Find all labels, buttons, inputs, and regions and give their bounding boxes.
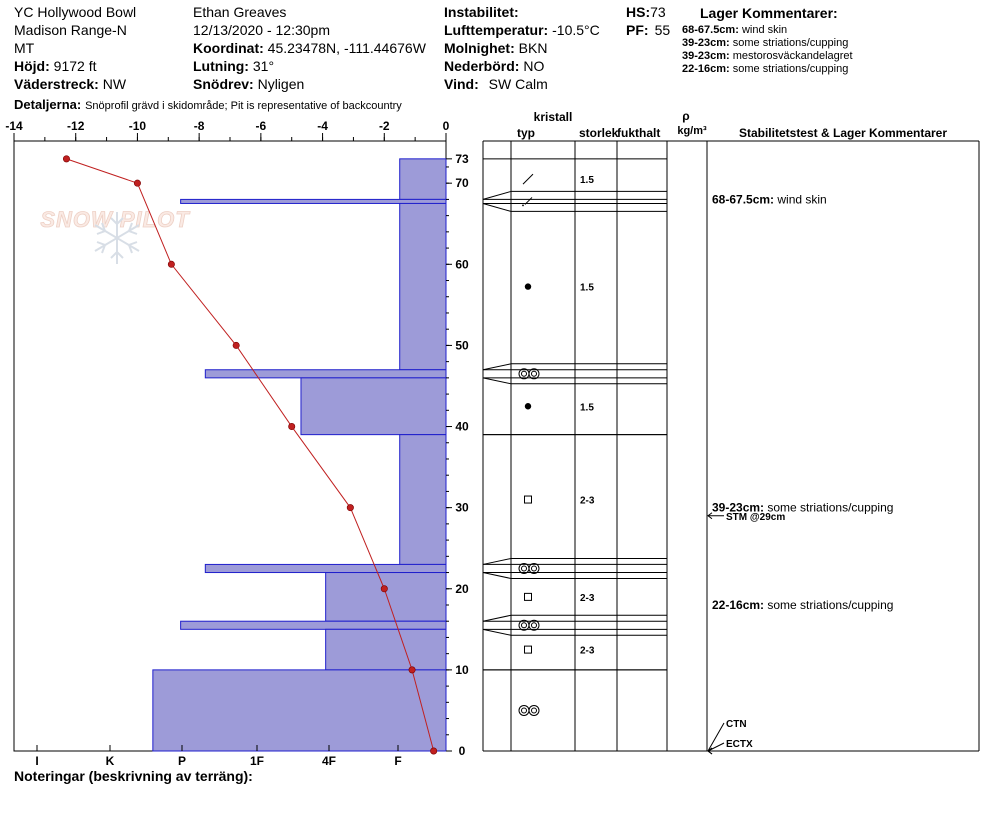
depth-tick-label: 40 [455,419,469,434]
crystal-size-label: 1.5 [580,175,594,187]
layer-comment: 68-67.5cm: wind skin [682,24,788,36]
temperature-tick-label: -8 [193,119,205,133]
crystal-size-label: 1.5 [580,282,594,294]
watermark-text: SNOW PILOT [40,207,190,232]
col-rho-header: ρ [682,109,690,123]
coordinates-value: 45.23478N, -111.44676W [267,40,426,56]
hardness-tick-label: P [177,754,187,768]
stability-comment: 39-23cm: some striations/cupping [712,500,894,515]
strata-fan-line [483,378,511,384]
temperature-axis [5,119,449,141]
crystal-melt-forms-icon [522,708,527,713]
crystal-melt-forms-icon [529,369,539,379]
col-moisture-header: fukthalt [617,126,661,140]
layer-comment: 39-23cm: mestorosväckandelagret [682,50,853,62]
temperature-point [233,342,239,348]
depth-tick-label: 50 [455,338,469,353]
crystal-faceted-icon [525,646,532,653]
depth-tick-label: 20 [455,581,469,596]
slope-label: Lutning: [193,58,249,74]
hardness-layer-bar [205,564,446,572]
temperature-tick-label: -2 [378,119,390,133]
depth-axis [446,152,469,758]
observation-datetime: 12/13/2020 - 12:30pm [193,22,330,38]
temperature-point [409,667,415,673]
hardness-tick-label: F [394,754,402,768]
temperature-tick-label: -14 [5,119,23,133]
temperature-point [347,504,353,510]
precipitation-label: Nederbörd: [444,58,520,74]
air-temperature-value: -10.5°C [552,22,600,38]
wind-loading-value: Nyligen [257,76,305,92]
terrain-notes-label: Noteringar (beskrivning av terräng): [14,768,253,784]
stability-comment: 22-16cm: some striations/cupping [712,597,894,612]
crystal-melt-forms-icon [522,371,527,376]
stability-comment: 68-67.5cm: wind skin [712,192,827,207]
observer-name: Ethan Greaves [193,4,287,20]
hardness-layer-bar [326,573,446,622]
crystal-rounded-grains-icon [525,283,531,289]
instability-label: Instabilitet: [444,4,519,20]
hardness-layer-bar [181,621,446,629]
snow-height-label: HS: [626,4,651,20]
crystal-melt-forms-icon [519,620,529,630]
crystal-melt-forms-icon [529,563,539,573]
elevation-label: Höjd: [14,58,50,74]
hardness-tick-label: 4F [321,754,337,768]
depth-tick-label: 73 [455,151,469,166]
temperature-tick-label: -12 [67,119,85,133]
strata-fan-line [483,558,511,564]
stability-test-label: ECTX [726,739,753,750]
elevation-value: 9172 ft [53,58,97,74]
sky-cover-value: BKN [518,40,548,56]
depth-tick-label: 30 [455,500,469,515]
temperature-tick-label: -6 [255,119,267,133]
temperature-point [168,261,174,267]
crystal-size-label: 1.5 [580,402,594,414]
temperature-point [63,156,69,162]
aspect-label: Väderstreck: [14,76,99,92]
temperature-point [289,423,295,429]
depth-tick-label: 60 [455,257,469,272]
depth-tick-label: 0 [458,744,466,758]
crystal-size-label: 2-3 [580,645,595,657]
strata-fan-line [483,629,511,635]
crystal-decomposing-icon [522,205,524,207]
depth-tick-label: 10 [455,662,469,677]
temperature-tick-label: -10 [128,119,147,133]
hardness-layer-bar [301,378,446,435]
strata-fan-line [483,364,511,370]
col-crystal-header: kristall [533,110,573,124]
hardness-layer-bar [153,670,446,751]
stability-comments [708,192,893,754]
air-temperature-label: Lufttemperatur: [444,22,549,38]
temperature-point [134,180,140,186]
crystal-melt-forms-icon [532,566,537,571]
depth-tick-label: 70 [455,176,469,191]
details-value: Snöprofil grävd i skidområde; Pit is representative of backcountry [85,100,402,112]
crystal-rounded-grains-icon [525,403,531,409]
crystal-melt-forms-icon [522,566,527,571]
crystal-melt-forms-icon [519,369,529,379]
crystal-faceted-icon [525,593,532,600]
stability-test-label: CTN [726,719,747,730]
col-stability-header: Stabilitetstest & Lager Kommentarer [738,126,948,140]
hardness-layer-bar [205,370,446,378]
location-name: YC Hollywood Bowl [14,4,137,20]
precipitation-value: NO [523,58,545,74]
temperature-point [381,586,387,592]
hardness-layer-bar [400,159,446,200]
hardness-tick-label: 1F [249,754,265,768]
strata-fan-line [483,203,511,211]
stability-test-label: STM @29cm [726,511,786,523]
sky-cover-label: Molnighet: [444,40,515,56]
crystal-melt-forms-icon [532,623,537,628]
crystal-size-label: 2-3 [580,495,595,507]
crystal-melt-forms-icon [532,371,537,376]
hardness-layer-bar [400,435,446,565]
foot-penetration-label: PF: [626,22,649,38]
temperature-point [430,748,436,754]
crystal-melt-forms-icon [529,620,539,630]
col-size-header: storlek [579,126,619,140]
crystal-faceted-icon [525,496,532,503]
range-name: Madison Range-N [14,22,127,38]
temperature-tick-label: 0 [442,119,450,133]
temperature-tick-label: -4 [317,119,328,133]
hardness-layer-bar [181,199,446,203]
wind-label: Vind: [444,76,479,92]
crystal-melt-forms-icon [522,623,527,628]
hardness-tick-label: I [35,754,39,768]
hardness-layer-bar [326,629,446,670]
hardness-tick-label: K [105,754,115,768]
col-type-header: typ [517,126,535,140]
layer-comment: 39-23cm: some striations/cupping [682,37,849,49]
hardness-layer-bar [400,203,446,369]
foot-penetration-value: 55 [654,22,671,38]
state-name: MT [14,40,35,56]
crystal-melt-forms-icon [532,708,537,713]
wind-value: SW Calm [488,76,548,92]
details-label: Detaljerna: [14,97,82,112]
slope-value: 31° [252,58,275,74]
crystal-melt-forms-icon [519,705,529,715]
crystal-precip-particles-icon [523,174,533,184]
crystal-melt-forms-icon [519,563,529,573]
strata-fan-line [483,615,511,621]
hardness-layers [153,159,446,751]
crystal-melt-forms-icon [529,705,539,715]
layer-comment: 22-16cm: some striations/cupping [682,63,849,75]
col-rho-unit-header: kg/m³ [677,125,707,137]
snow-height-value: 73 [650,4,666,20]
wind-loading-label: Snödrev: [193,76,254,92]
strata-fan-line [483,573,511,579]
layer-comments-title: Lager Kommentarer: [700,5,838,21]
aspect-value: NW [102,76,127,92]
coordinates-label: Koordinat: [193,40,264,56]
crystal-size-label: 2-3 [580,592,595,604]
strata-fan-line [483,191,511,199]
